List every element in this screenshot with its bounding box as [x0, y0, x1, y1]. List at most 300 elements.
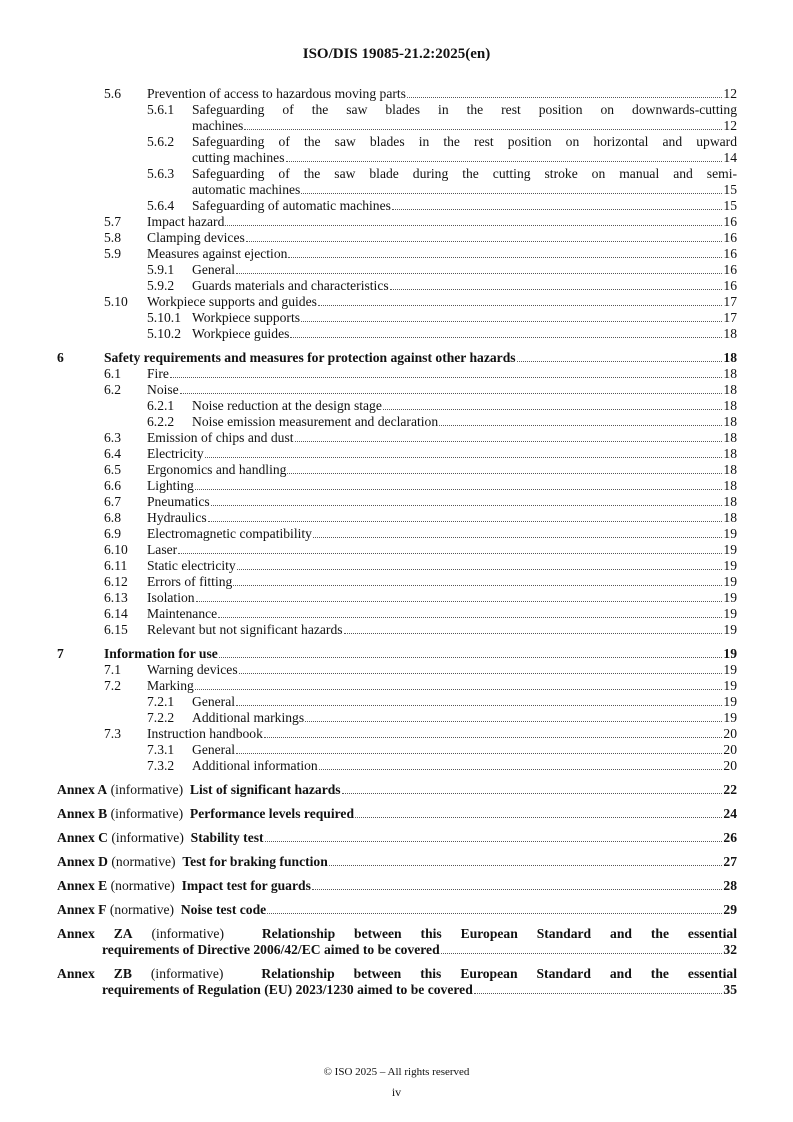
toc-entry-5-10-2[interactable] [57, 326, 737, 342]
annex-type: (normative) [111, 854, 176, 869]
toc-entry-6-12[interactable] [57, 574, 737, 590]
toc-entry-5-6[interactable] [57, 86, 737, 102]
dot-leader [236, 705, 722, 706]
toc-entry-number: 6 [57, 350, 64, 365]
toc-entry-number: 5.6 [104, 86, 121, 101]
toc-entry-number: 6.13 [104, 590, 128, 605]
toc-page-number: 18 [723, 398, 737, 413]
dot-leader [195, 689, 722, 690]
dot-leader [313, 537, 722, 538]
toc-entry-number: 7.3.1 [147, 742, 175, 757]
toc-entry-title: Test for braking function [182, 854, 328, 869]
toc-entry-line [192, 414, 737, 430]
toc-page-number: 19 [723, 694, 737, 709]
toc-entry-line [147, 494, 737, 510]
toc-annex-za[interactable] [57, 926, 737, 958]
toc-entry-number: 6.15 [104, 622, 128, 637]
dot-leader [236, 273, 722, 274]
toc-entry-7-2-1[interactable] [57, 694, 737, 710]
dot-leader [383, 409, 722, 410]
toc-entry-title: Guards materials and characteristics [192, 278, 389, 293]
toc-entry-title: Clamping devices [147, 230, 245, 245]
toc-entry-line [192, 710, 737, 726]
toc-entry-line [147, 246, 737, 262]
toc-entry-6-10[interactable] [57, 542, 737, 558]
toc-entry-line [147, 726, 737, 742]
toc-entry-number: 5.6.2 [147, 134, 175, 149]
dot-leader [180, 393, 722, 394]
toc-entry-line [57, 878, 737, 894]
toc-page-number: 16 [723, 278, 737, 293]
toc-entry-line [192, 150, 737, 166]
toc-entry-title: Relevant but not significant hazards [147, 622, 343, 637]
toc-entry-title: requirements of Regulation (EU) 2023/1230 aimed to be covered [102, 982, 473, 997]
toc-page-number: 26 [723, 830, 737, 845]
toc-entry-5-9[interactable] [57, 246, 737, 262]
dot-leader [342, 793, 722, 794]
dot-leader [286, 161, 723, 162]
toc-entry-title: Performance levels required [189, 806, 355, 821]
toc-entry-line [57, 782, 737, 798]
toc-annex-e[interactable] [57, 878, 737, 894]
toc-entry-line [147, 86, 737, 102]
toc-entry-title: Instruction handbook [147, 726, 263, 741]
toc-page-number: 19 [723, 678, 737, 693]
toc-entry-title: Measures against ejection [147, 246, 288, 261]
toc-entry-line [57, 830, 737, 846]
toc-entry-number: 5.7 [104, 214, 121, 229]
toc-entry-title: Errors of fitting [147, 574, 233, 589]
toc-entry-number: 6.9 [104, 526, 121, 541]
toc-entry-line [192, 758, 737, 774]
dot-leader [407, 97, 722, 98]
toc-entry-title: requirements of Directive 2006/42/EC aimed to be covered [102, 942, 440, 957]
toc-entry-title: cutting machines [192, 150, 285, 165]
toc-entry-title: Electromagnetic compatibility [147, 526, 312, 541]
toc-entry-number: 5.6.3 [147, 166, 175, 181]
dot-leader [195, 489, 722, 490]
toc-page-number: 19 [723, 662, 737, 677]
annex-label: Annex C [57, 830, 108, 845]
toc-entry-number: 5.9.2 [147, 278, 175, 293]
dot-leader [295, 441, 722, 442]
toc-entry-line [104, 350, 737, 366]
toc-page-number: 19 [723, 606, 737, 621]
toc-entry-title: General [192, 742, 236, 757]
toc-entry-title: Impact test for guards [181, 878, 311, 893]
toc-entry-title: Static electricity [147, 558, 236, 573]
toc-entry-title: Isolation [147, 590, 195, 605]
toc-entry-number: 6.10 [104, 542, 128, 557]
annex-label: Annex ZA [57, 926, 133, 941]
toc-annex-a[interactable] [57, 782, 737, 798]
toc-page-number: 17 [723, 294, 737, 309]
annex-type: (normative) [109, 902, 175, 917]
toc-entry-line [192, 398, 737, 414]
dot-leader [239, 673, 722, 674]
toc-entry-line [147, 662, 737, 678]
dot-leader [441, 953, 722, 954]
dot-leader [329, 865, 722, 866]
toc-page-number: 19 [723, 526, 737, 541]
toc-page-number: 20 [723, 726, 737, 741]
toc-entry-6-2[interactable] [57, 382, 737, 398]
toc-page-number: 17 [723, 310, 737, 325]
toc-page-number: 14 [723, 150, 737, 165]
toc-entry-title: List of significant hazards [189, 782, 341, 797]
toc-entry-5-6-4[interactable] [57, 198, 737, 214]
toc-entry-title: Electricity [147, 446, 204, 461]
toc-entry-line [147, 558, 737, 574]
toc-page-number: 20 [723, 758, 737, 773]
toc-entry-line [147, 678, 737, 694]
toc-entry-5-7[interactable] [57, 214, 737, 230]
toc-entry-title: Workpiece guides [192, 326, 290, 341]
toc-entry-5-9-2[interactable] [57, 278, 737, 294]
toc-entry-number: 5.10.2 [147, 326, 181, 341]
toc-entry-line [192, 694, 737, 710]
toc-entry-line [147, 382, 737, 398]
dot-leader [305, 721, 722, 722]
toc-entry-line [102, 982, 737, 998]
dot-leader [264, 737, 722, 738]
dot-leader [301, 321, 722, 322]
toc-entry-title: Safeguarding of the saw blades in the rest position on downwards-cutting [192, 102, 737, 117]
page-number: iv [391, 1085, 402, 1099]
toc-entry-line [147, 462, 737, 478]
toc-entry-6-3[interactable] [57, 430, 737, 446]
toc-entry-number: 5.6.4 [147, 198, 175, 213]
toc-entry-title: machines [192, 118, 244, 133]
dot-leader [237, 569, 722, 570]
toc-page-number: 19 [723, 542, 737, 557]
annex-label: Annex B [57, 806, 108, 821]
toc-entry-number: 7.2 [104, 678, 121, 693]
toc-annex-f[interactable] [57, 902, 737, 918]
toc-page-number: 18 [723, 446, 737, 461]
toc-entry-6-2-2[interactable] [57, 414, 737, 430]
dot-leader [392, 209, 722, 210]
toc-entry-number: 6.11 [104, 558, 128, 573]
toc-entry-title: Pneumatics [147, 494, 210, 509]
dot-leader [218, 617, 722, 618]
dot-leader [211, 505, 722, 506]
toc-entry-title: Laser [147, 542, 178, 557]
toc-entry-title: Workpiece supports and guides [147, 294, 317, 309]
toc-entry-number: 7.1 [104, 662, 121, 677]
toc-page-number: 18 [723, 350, 737, 365]
dot-leader [265, 841, 722, 842]
dot-leader [246, 241, 722, 242]
toc-entry-5-8[interactable] [57, 230, 737, 246]
toc-page-number: 19 [723, 574, 737, 589]
dot-leader [196, 601, 722, 602]
toc-entry-line [192, 182, 737, 198]
toc-entry-line [147, 294, 737, 310]
toc-entry-title: Additional markings [192, 710, 305, 725]
dot-leader [474, 993, 722, 994]
toc-entry-7-2[interactable] [57, 678, 737, 694]
dot-leader [244, 129, 722, 130]
dot-leader [178, 553, 722, 554]
toc-page-number: 18 [723, 414, 737, 429]
toc-entry-number: 6.1 [104, 366, 121, 381]
toc-entry-line [57, 806, 737, 822]
toc-entry-5-6-1[interactable] [57, 102, 737, 134]
annex-label: Annex E [57, 878, 108, 893]
toc-page-number: 15 [723, 182, 737, 197]
dot-leader [290, 337, 722, 338]
toc-entry-6-5[interactable] [57, 462, 737, 478]
toc-entry-title: Safeguarding of the saw blades in the rest position on horizontal and upward [192, 134, 737, 149]
toc-entry-line [102, 942, 737, 958]
toc-page-number: 18 [723, 366, 737, 381]
toc-entry-title: Safety requirements and measures for protection against other hazards [104, 350, 516, 365]
toc-entry-title: automatic machines [192, 182, 301, 197]
annex-label: Annex D [57, 854, 108, 869]
toc-entry-line [147, 214, 737, 230]
toc-entry-number: 6.8 [104, 510, 121, 525]
toc-page-number: 19 [723, 558, 737, 573]
toc-entry-5-10[interactable] [57, 294, 737, 310]
toc-entry-line [147, 542, 737, 558]
toc-page-number: 18 [723, 478, 737, 493]
table-of-contents [57, 86, 737, 998]
toc-annex-c[interactable] [57, 830, 737, 846]
toc-entry-title: Information for use [104, 646, 218, 661]
toc-entry-number: 5.10 [104, 294, 128, 309]
toc-entry-line [147, 510, 737, 526]
toc-page-number: 18 [723, 382, 737, 397]
dot-leader [219, 657, 722, 658]
toc-entry-6-15[interactable] [57, 622, 737, 638]
toc-annex-zb[interactable] [57, 966, 737, 998]
toc-page-number: 15 [723, 198, 737, 213]
toc-page-number: 16 [723, 246, 737, 261]
toc-entry-title: Relationship between this European Standard and the essential [261, 926, 737, 941]
toc-entry-title: General [192, 694, 236, 709]
toc-entry-title: Ergonomics and handling [147, 462, 287, 477]
toc-entry-7-3-2[interactable] [57, 758, 737, 774]
dot-leader [301, 193, 722, 194]
toc-entry-line [147, 574, 737, 590]
toc-entry-number: 7.3.2 [147, 758, 175, 773]
toc-entry-title: Emission of chips and dust [147, 430, 294, 445]
toc-entry-number: 7.2.2 [147, 710, 175, 725]
toc-entry-5-10-1[interactable] [57, 310, 737, 326]
toc-entry-line [147, 430, 737, 446]
toc-entry-line [147, 230, 737, 246]
toc-entry-line [57, 926, 737, 942]
toc-page-number: 32 [723, 942, 737, 957]
toc-page-number: 35 [723, 982, 737, 997]
toc-page-number: 12 [723, 118, 737, 133]
toc-entry-title: Fire [147, 366, 169, 381]
toc-entry-line [147, 366, 737, 382]
annex-type: (informative) [110, 782, 184, 797]
annex-type: (informative) [110, 806, 184, 821]
toc-entry-6-8[interactable] [57, 510, 737, 526]
dot-leader [355, 817, 722, 818]
toc-entry-line [147, 526, 737, 542]
toc-page-number: 16 [723, 230, 737, 245]
toc-entry-5-9-1[interactable] [57, 262, 737, 278]
dot-leader [208, 521, 722, 522]
toc-entry-line [192, 102, 737, 118]
toc-entry-number: 6.4 [104, 446, 121, 461]
toc-page-number: 16 [723, 262, 737, 277]
annex-type: (informative) [150, 966, 224, 981]
toc-entry-title: Marking [147, 678, 194, 693]
annex-label: Annex A [57, 782, 108, 797]
dot-leader [236, 753, 722, 754]
toc-entry-title: Lighting [147, 478, 194, 493]
dot-leader [287, 473, 722, 474]
dot-leader [225, 225, 722, 226]
toc-entry-number: 6.12 [104, 574, 128, 589]
toc-entry-7-1[interactable] [57, 662, 737, 678]
dot-leader [312, 889, 722, 890]
toc-entry-number: 6.3 [104, 430, 121, 445]
toc-page-number: 18 [723, 462, 737, 477]
toc-entry-6-4[interactable] [57, 446, 737, 462]
dot-leader [319, 769, 722, 770]
toc-annex-b[interactable] [57, 806, 737, 822]
toc-entry-number: 6.14 [104, 606, 128, 621]
toc-entry-title: Noise [147, 382, 179, 397]
toc-entry-title: Impact hazard [147, 214, 225, 229]
toc-entry-line [147, 446, 737, 462]
toc-entry-number: 5.9.1 [147, 262, 175, 277]
toc-entry-7-2-2[interactable] [57, 710, 737, 726]
dot-leader [267, 913, 722, 914]
toc-entry-line [192, 278, 737, 294]
toc-page-number: 19 [723, 590, 737, 605]
toc-entry-line [147, 606, 737, 622]
toc-page-number: 28 [723, 878, 737, 893]
toc-entry-line [57, 902, 737, 918]
annex-type: (informative) [151, 926, 224, 941]
toc-page-number: 12 [723, 86, 737, 101]
toc-entry-line [192, 118, 737, 134]
toc-entry-line [57, 966, 737, 982]
toc-entry-6-6[interactable] [57, 478, 737, 494]
toc-entry-title: Noise emission measurement and declaration [192, 414, 439, 429]
toc-entry-line [192, 310, 737, 326]
toc-entry-7-3[interactable] [57, 726, 737, 742]
toc-page-number: 19 [723, 710, 737, 725]
toc-page-number: 16 [723, 214, 737, 229]
annex-label: Annex ZB [57, 966, 132, 981]
toc-entry-line [192, 134, 737, 150]
toc-entry-line [147, 590, 737, 606]
dot-leader [344, 633, 722, 634]
toc-entry-title: Warning devices [147, 662, 238, 677]
toc-entry-5-6-2[interactable] [57, 134, 737, 166]
toc-page-number: 18 [723, 326, 737, 341]
toc-entry-line [147, 478, 737, 494]
toc-entry-6-7[interactable] [57, 494, 737, 510]
toc-entry-number: 6.2.1 [147, 398, 175, 413]
toc-entry-7[interactable] [57, 646, 737, 662]
toc-entry-line [192, 742, 737, 758]
dot-leader [170, 377, 722, 378]
dot-leader [318, 305, 722, 306]
dot-leader [233, 585, 722, 586]
annex-type: (normative) [110, 878, 175, 893]
toc-entry-number: 5.9 [104, 246, 121, 261]
toc-entry-6-9[interactable] [57, 526, 737, 542]
toc-entry-title: Hydraulics [147, 510, 207, 525]
toc-entry-line [104, 646, 737, 662]
annex-type: (informative) [111, 830, 184, 845]
toc-entry-number: 6.7 [104, 494, 121, 509]
toc-entry-number: 5.6.1 [147, 102, 175, 117]
toc-entry-6[interactable] [57, 350, 737, 366]
toc-entry-6-11[interactable] [57, 558, 737, 574]
dot-leader [288, 257, 722, 258]
toc-entry-5-6-3[interactable] [57, 166, 737, 198]
toc-entry-number: 6.2.2 [147, 414, 175, 429]
toc-entry-title: Workpiece supports [192, 310, 301, 325]
toc-entry-6-1[interactable] [57, 366, 737, 382]
toc-page-number: 18 [723, 494, 737, 509]
toc-entry-number: 5.8 [104, 230, 121, 245]
toc-entry-line [147, 622, 737, 638]
dot-leader [390, 289, 722, 290]
toc-entry-title: Safeguarding of the saw blade during the cutting stroke on manual and semi- [192, 166, 737, 181]
toc-entry-line [192, 326, 737, 342]
toc-entry-line [192, 166, 737, 182]
toc-page-number: 18 [723, 510, 737, 525]
toc-entry-title: Safeguarding of automatic machines [192, 198, 391, 213]
toc-entry-number: 6.6 [104, 478, 121, 493]
toc-page-number: 27 [723, 854, 737, 869]
toc-entry-number: 6.5 [104, 462, 121, 477]
toc-entry-7-3-1[interactable] [57, 742, 737, 758]
toc-entry-number: 7.3 [104, 726, 121, 741]
toc-entry-title: Noise reduction at the design stage [192, 398, 382, 413]
toc-page-number: 20 [723, 742, 737, 757]
toc-entry-line [192, 262, 737, 278]
toc-page-number: 22 [723, 782, 737, 797]
toc-page-number: 19 [723, 646, 737, 661]
toc-entry-6-13[interactable] [57, 590, 737, 606]
copyright-footer: © ISO 2025 – All rights reserved [323, 1066, 470, 1078]
toc-page-number: 18 [723, 430, 737, 445]
document-header: ISO/DIS 19085-21.2:2025(en) [302, 46, 491, 62]
toc-entry-line [57, 854, 737, 870]
toc-entry-line [192, 198, 737, 214]
toc-page-number: 29 [723, 902, 737, 917]
toc-entry-6-2-1[interactable] [57, 398, 737, 414]
toc-entry-title: Prevention of access to hazardous moving parts [147, 86, 406, 101]
dot-leader [517, 361, 722, 362]
toc-page-number: 24 [723, 806, 737, 821]
toc-annex-d[interactable] [57, 854, 737, 870]
toc-entry-number: 7 [57, 646, 64, 661]
annex-label: Annex F [57, 902, 107, 917]
toc-entry-number: 5.10.1 [147, 310, 181, 325]
dot-leader [205, 457, 722, 458]
toc-entry-6-14[interactable] [57, 606, 737, 622]
toc-entry-title: General [192, 262, 236, 277]
dot-leader [439, 425, 722, 426]
toc-entry-title: Relationship between this European Standard and the essential [261, 966, 737, 981]
toc-entry-title: Noise test code [180, 902, 267, 917]
toc-entry-title: Additional information [192, 758, 318, 773]
toc-entry-title: Stability test [190, 830, 264, 845]
